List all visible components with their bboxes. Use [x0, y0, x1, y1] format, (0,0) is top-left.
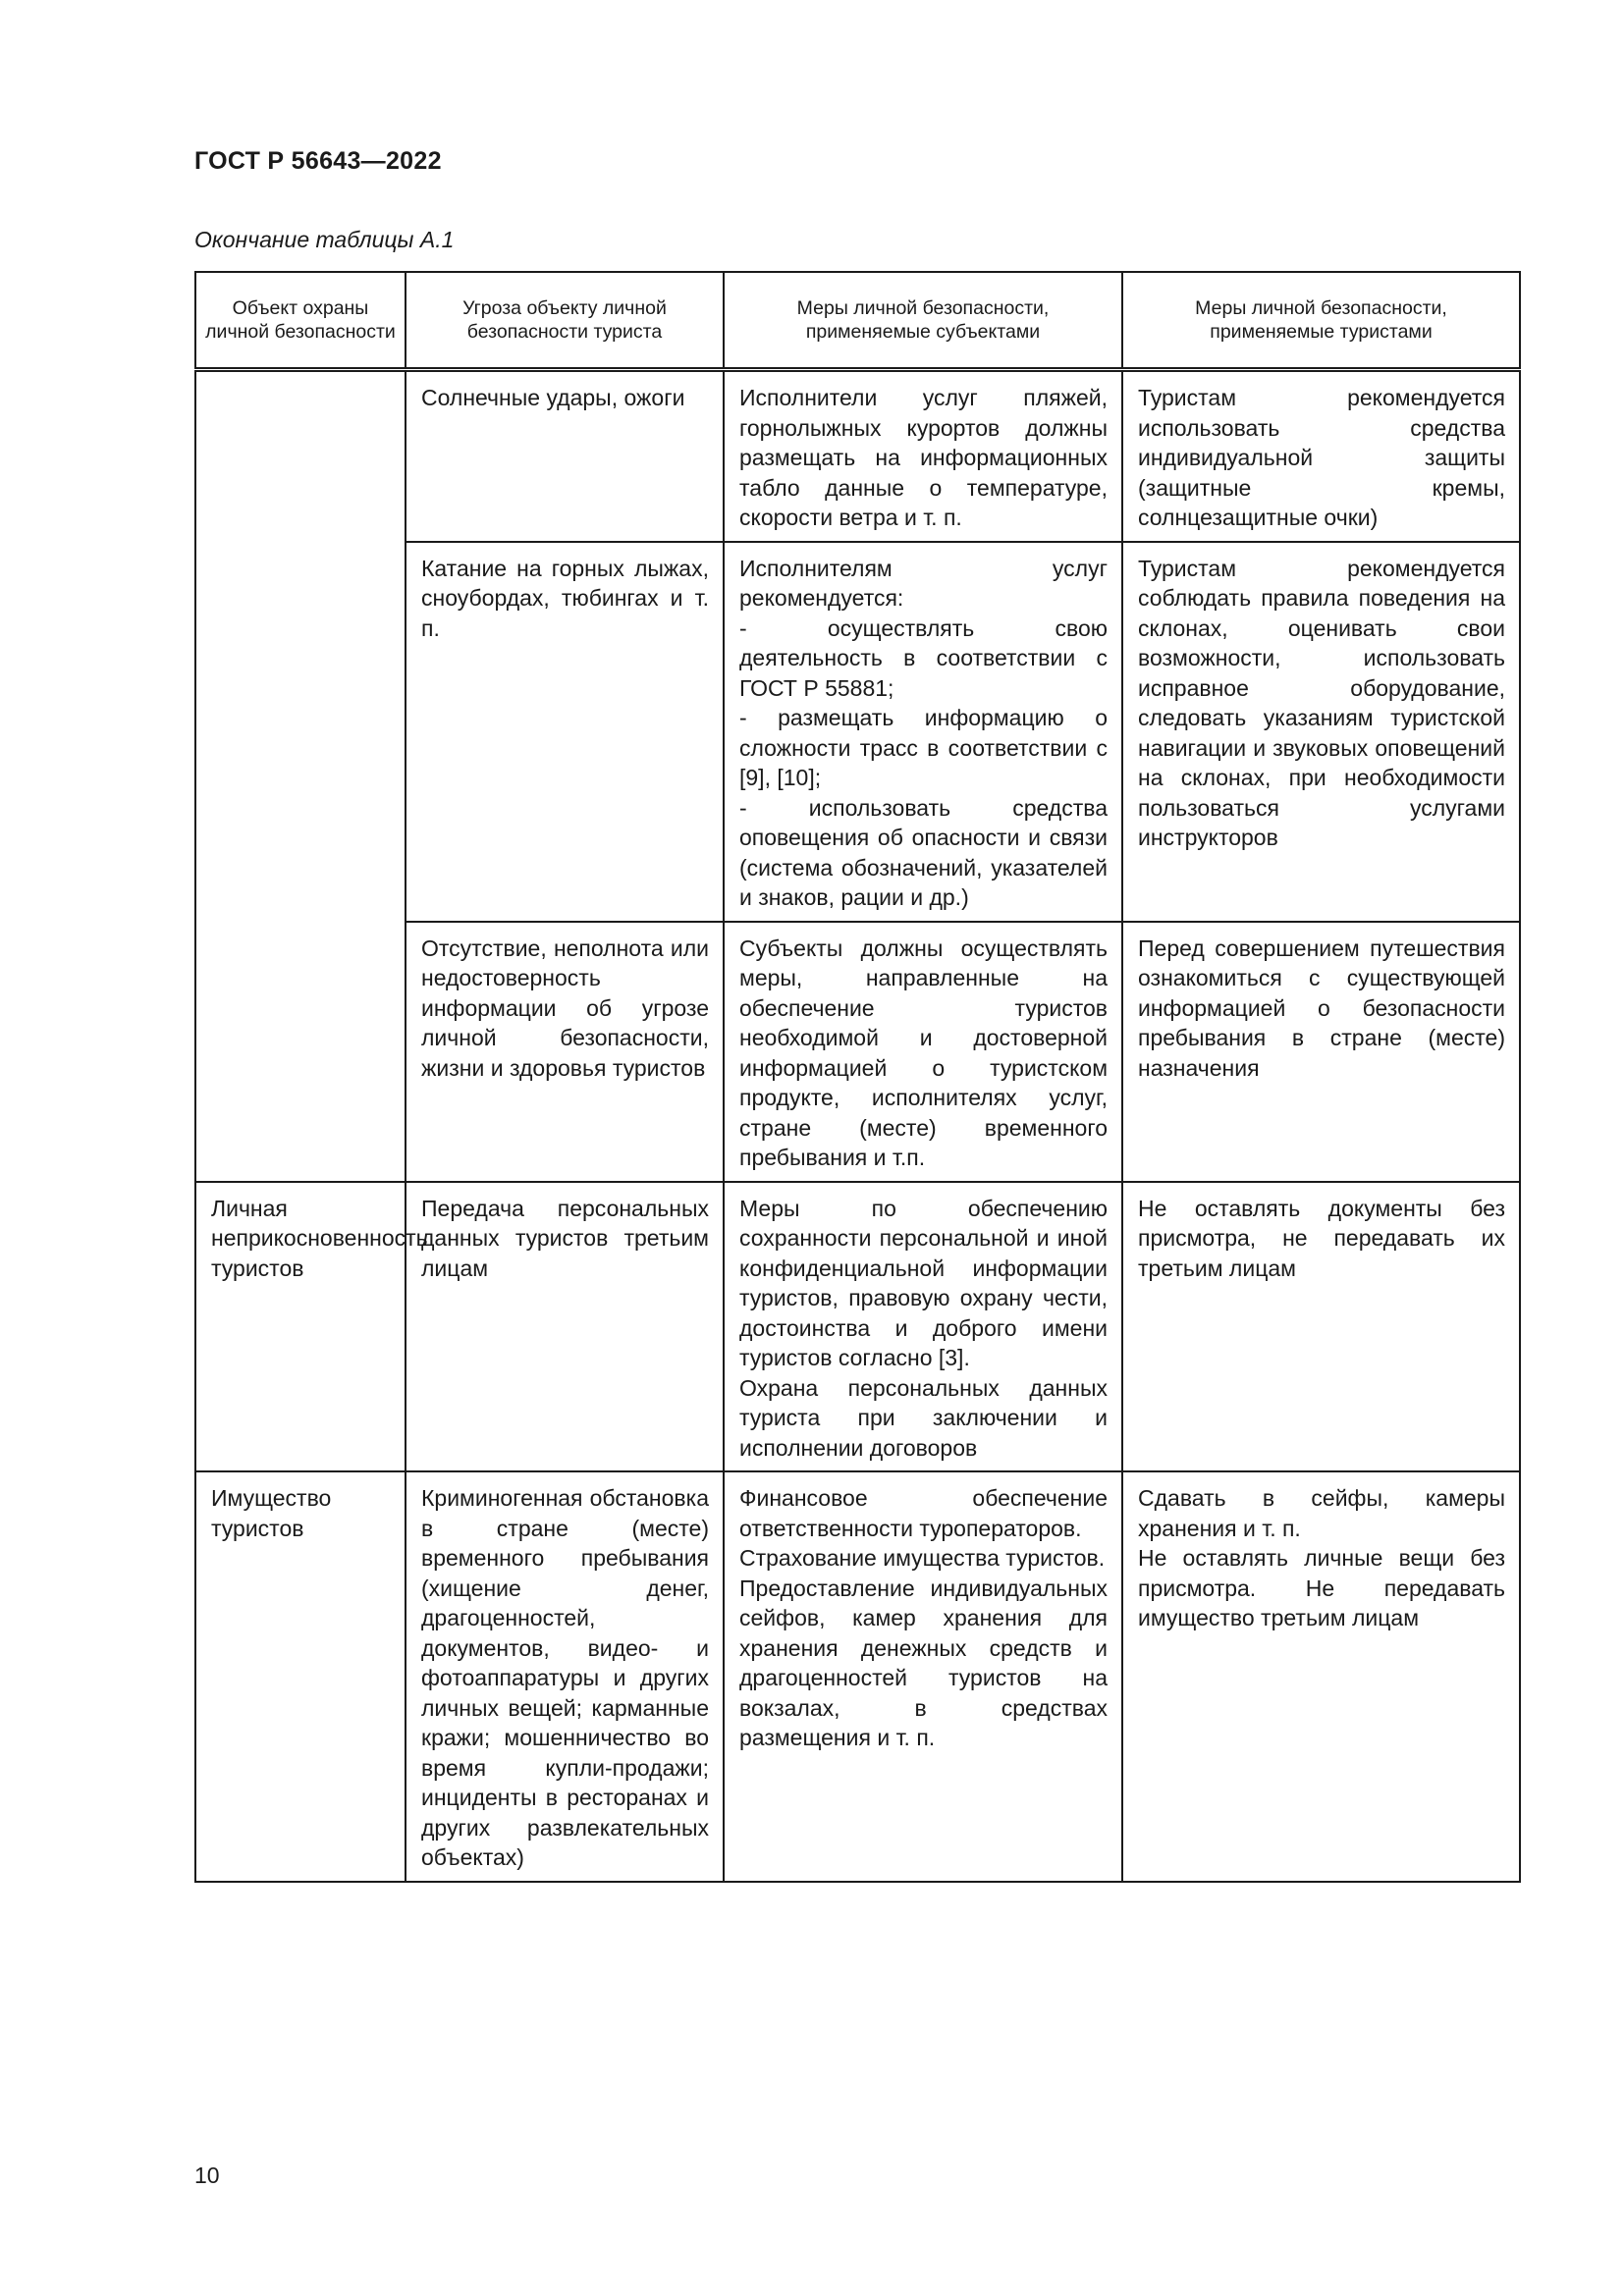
measure-paragraph: Предоставление индивидуальных сейфов, камер хранения для хранения денежных средств и драгоценностей туристов на вокзалах, в средствах размещения и т. п. — [739, 1575, 1108, 1750]
measure-paragraph: Перед совершением путешествия ознакомиться с существующей информацией о безопасности пребывания в стране (месте) назначения — [1138, 934, 1505, 1081]
measure-paragraph: Страхование имущества туристов. — [739, 1545, 1106, 1571]
measure-paragraph: Сдавать в сейфы, камеры хранения и т. п. — [1138, 1485, 1505, 1541]
document-standard-title: ГОСТ Р 56643—2022 — [194, 147, 442, 175]
measure-paragraph: Туристам рекомендуется использовать средства индивидуальной защиты (защитные кремы, солнцезащитные очки) — [1138, 385, 1505, 530]
table-row — [195, 1182, 1520, 1472]
cell-subject-measures — [724, 1182, 1122, 1472]
measure-paragraph: Меры по обеспечению сохранности персональной и иной конфиденциальной информации туристов, правовую охрану чести, достоинства и доброго имени туристов согласно [3]. — [739, 1195, 1108, 1370]
measure-paragraph: - размещать информацию о сложности трасс в соответствии с [9], [10]; — [739, 705, 1108, 790]
cell-tourist-measures — [1122, 542, 1520, 922]
measure-paragraph: Исполнителям услуг рекомендуется: — [739, 555, 1108, 611]
cell-threat: Отсутствие, неполнота или недостоверность информации об угрозе личной безопасности, жизни и здоровья туристов — [406, 922, 724, 1182]
cell-threat: Передача персональных данных туристов третьим лицам — [406, 1182, 724, 1472]
table-header-row — [195, 272, 1520, 370]
table-row — [195, 370, 1520, 542]
cell-tourist-measures — [1122, 1471, 1520, 1882]
page-number: 10 — [194, 2163, 220, 2188]
measure-paragraph: Исполнители услуг пляжей, горнолыжных курортов должны размещать на информационных табло данные о температуре, скорости ветра и т. п. — [739, 385, 1108, 530]
cell-object: Имущество туристов — [195, 1471, 406, 1882]
measure-paragraph: Не оставлять документы без присмотра, не передавать их третьим лицам — [1138, 1195, 1505, 1281]
measure-paragraph: Финансовое обеспечение ответственности туроператоров. — [739, 1485, 1108, 1541]
measure-paragraph: - осуществлять свою деятельность в соответствии с ГОСТ Р 55881; — [739, 614, 1108, 701]
table-row — [195, 1471, 1520, 1882]
cell-tourist-measures — [1122, 922, 1520, 1182]
measure-paragraph: Субъекты должны осуществлять меры, направленные на обеспечение туристов необходимой и достоверной информацией о туристском продукте, исполнителях услуг, стране (месте) временного пребывания и т.п. — [739, 934, 1108, 1170]
column-header-threat: Угроза объекту личной безопасности туриста — [406, 272, 724, 370]
cell-threat: Катание на горных лыжах, сноубордах, тюбингах и т. п. — [406, 542, 724, 922]
cell-subject-measures — [724, 370, 1122, 542]
cell-object-continued — [195, 370, 406, 1182]
measure-paragraph: Туристам рекомендуется соблюдать правила поведения на склонах, оценивать свои возможности, использовать исправное оборудование, следовать указаниям туристской навигации и звуковых оповещений на склонах, при необходимости пользоваться услугами инструкторов — [1138, 555, 1505, 850]
column-header-subject-measures: Меры личной безопасности, применяемые субъектами — [724, 272, 1122, 370]
cell-subject-measures — [724, 542, 1122, 922]
cell-tourist-measures — [1122, 1182, 1520, 1472]
cell-threat: Солнечные удары, ожоги — [406, 370, 724, 542]
cell-object: Личная неприкосновенность туристов — [195, 1182, 406, 1472]
column-header-object: Объект охраны личной безопасности — [195, 272, 406, 370]
column-header-tourist-measures: Меры личной безопасности, применяемые туристами — [1122, 272, 1520, 370]
table-caption: Окончание таблицы А.1 — [194, 227, 455, 252]
cell-subject-measures — [724, 1471, 1122, 1882]
measures-table — [194, 271, 1521, 1883]
measure-paragraph: Охрана персональных данных туриста при заключении и исполнении договоров — [739, 1374, 1108, 1461]
cell-subject-measures — [724, 922, 1122, 1182]
cell-threat: Криминогенная обстановка в стране (месте) временного пребывания (хищение денег, драгоценностей, документов, видео- и фотоаппаратуры и других личных вещей; карманные кражи; мошенничество во время купли-продажи; инциденты в ресторанах и других развлекательных объектах) — [406, 1471, 724, 1882]
cell-tourist-measures — [1122, 370, 1520, 542]
measure-paragraph: Не оставлять личные вещи без присмотра. Не передавать имущество третьим лицам — [1138, 1545, 1505, 1630]
measure-paragraph: - использовать средства оповещения об опасности и связи (система обозначений, указателей и знаков, рации и др.) — [739, 794, 1108, 910]
